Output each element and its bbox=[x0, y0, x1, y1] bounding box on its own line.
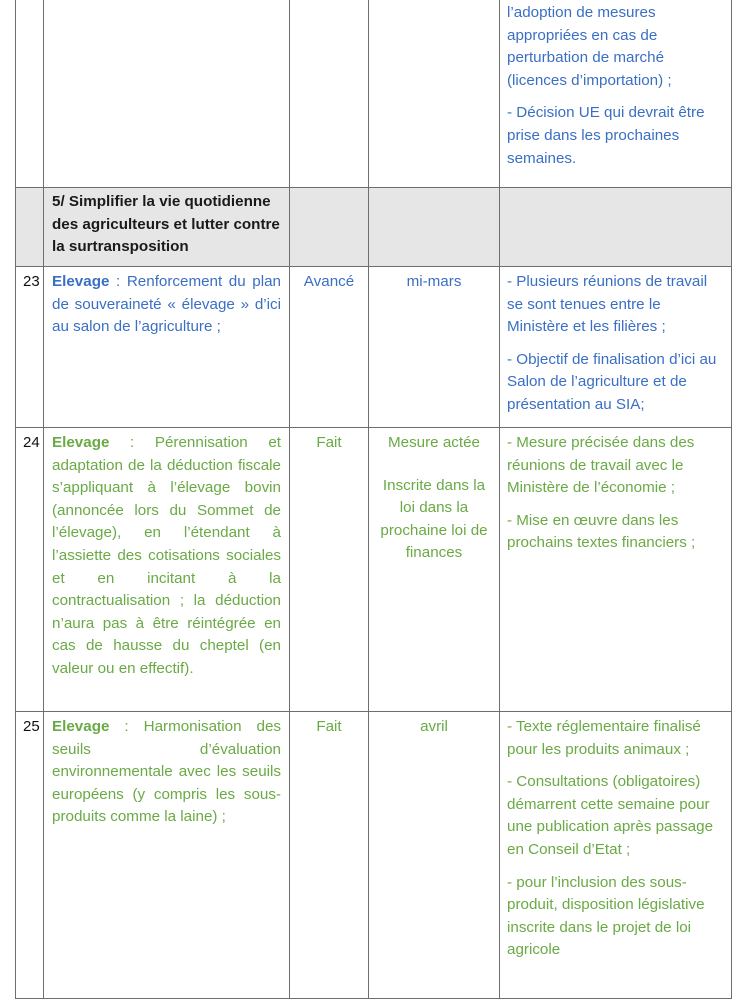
label-separator: : bbox=[109, 434, 155, 451]
note-paragraph: - Consultations (obligatoires) démarrent cette semaine pour une publication après passage en Conseil d’Etat ; bbox=[507, 773, 714, 858]
cell-date bbox=[369, 0, 500, 188]
cell-number bbox=[16, 712, 44, 999]
action-text bbox=[44, 428, 289, 685]
cell-date bbox=[369, 428, 500, 712]
status-value: Avancé bbox=[303, 273, 355, 290]
action-description: Harmonisation des seuils d’évaluation environnementale avec les seuils européens (y compris les sous-produits comme la laine) ; bbox=[52, 718, 281, 826]
cell-notes bbox=[500, 267, 732, 428]
row-number: 23 bbox=[23, 273, 40, 290]
date-value: mi-mars bbox=[406, 273, 462, 290]
cell-action bbox=[44, 0, 290, 188]
action-text bbox=[44, 267, 289, 343]
row-number: 25 bbox=[23, 718, 40, 735]
note-paragraph: - pour l’inclusion des sous-produit, disposition législative inscrite dans le projet de loi agricole bbox=[507, 873, 705, 959]
note-paragraph: - Plusieurs réunions de travail se sont tenues entre le Ministère et les filières ; bbox=[507, 273, 708, 336]
cell-status bbox=[290, 712, 369, 999]
note-paragraph: - Mise en œuvre dans les prochains textes financiers ; bbox=[507, 511, 696, 552]
section-title: 5/ Simplifier la vie quotidienne des agriculteurs et lutter contre la surtransposition bbox=[52, 193, 280, 256]
cell-date bbox=[369, 188, 500, 267]
table-row bbox=[16, 267, 732, 428]
cell-number bbox=[16, 188, 44, 267]
cell-notes bbox=[500, 188, 732, 267]
measures-tracking-table bbox=[15, 0, 732, 999]
cell-number bbox=[16, 267, 44, 428]
category-label: Elevage bbox=[52, 718, 110, 735]
category-label: Elevage bbox=[52, 273, 110, 290]
cell-action bbox=[44, 712, 290, 999]
action-description: Renforcement du plan de souveraineté « élevage » d’ici au salon de l’agriculture ; bbox=[52, 273, 281, 336]
date-value: Inscrite dans la loi dans la prochaine loi de finances bbox=[380, 476, 488, 562]
cell-notes bbox=[500, 0, 732, 188]
cell-number bbox=[16, 0, 44, 188]
table-row-continued bbox=[16, 0, 732, 188]
note-paragraph: - Objectif de finalisation d’ici au Salon de l’agriculture et de présentation au SIA; bbox=[507, 350, 717, 413]
note-paragraph: l’adoption de mesures appropriées en cas de perturbation de marché (licences d’importation) ; bbox=[507, 4, 672, 89]
cell-action bbox=[44, 428, 290, 712]
cell-status bbox=[290, 188, 369, 267]
date-value: Mesure actée bbox=[387, 434, 480, 451]
action-text bbox=[44, 712, 289, 833]
cell-action bbox=[44, 267, 290, 428]
action-description: Pérennisation et adaptation de la déduction fiscale s’appliquant à l’élevage bovin (annoncée lors du Sommet de l’élevage), en l’étendant à l’assiette des cotisations sociales et en incitant à la contractualisation ; la déduction n’aura pas à être réintégrée en cas de hausse du cheptel (en valeur ou en effectif). bbox=[52, 434, 281, 677]
cell-notes bbox=[500, 428, 732, 712]
cell-date bbox=[369, 712, 500, 999]
section-header-row bbox=[16, 188, 732, 267]
note-paragraph: - Texte réglementaire finalisé pour les produits animaux ; bbox=[507, 718, 701, 758]
cell-status bbox=[290, 0, 369, 188]
date-value: avril bbox=[420, 718, 448, 735]
note-paragraph: - Décision UE qui devrait être prise dans les prochaines semaines. bbox=[507, 104, 705, 167]
section-title-cell bbox=[44, 188, 290, 267]
cell-status bbox=[290, 267, 369, 428]
label-separator: : bbox=[109, 273, 127, 290]
cell-date bbox=[369, 267, 500, 428]
cell-status bbox=[290, 428, 369, 712]
table-row bbox=[16, 428, 732, 712]
status-value: Fait bbox=[316, 718, 342, 735]
note-paragraph: - Mesure précisée dans des réunions de travail avec le Ministère de l’économie ; bbox=[507, 434, 695, 497]
cell-number bbox=[16, 428, 44, 712]
label-separator: : bbox=[109, 718, 144, 735]
category-label: Elevage bbox=[52, 434, 110, 451]
cell-notes bbox=[500, 712, 732, 999]
status-value: Fait bbox=[316, 434, 342, 451]
row-number: 24 bbox=[23, 434, 40, 451]
table-row bbox=[16, 712, 732, 999]
